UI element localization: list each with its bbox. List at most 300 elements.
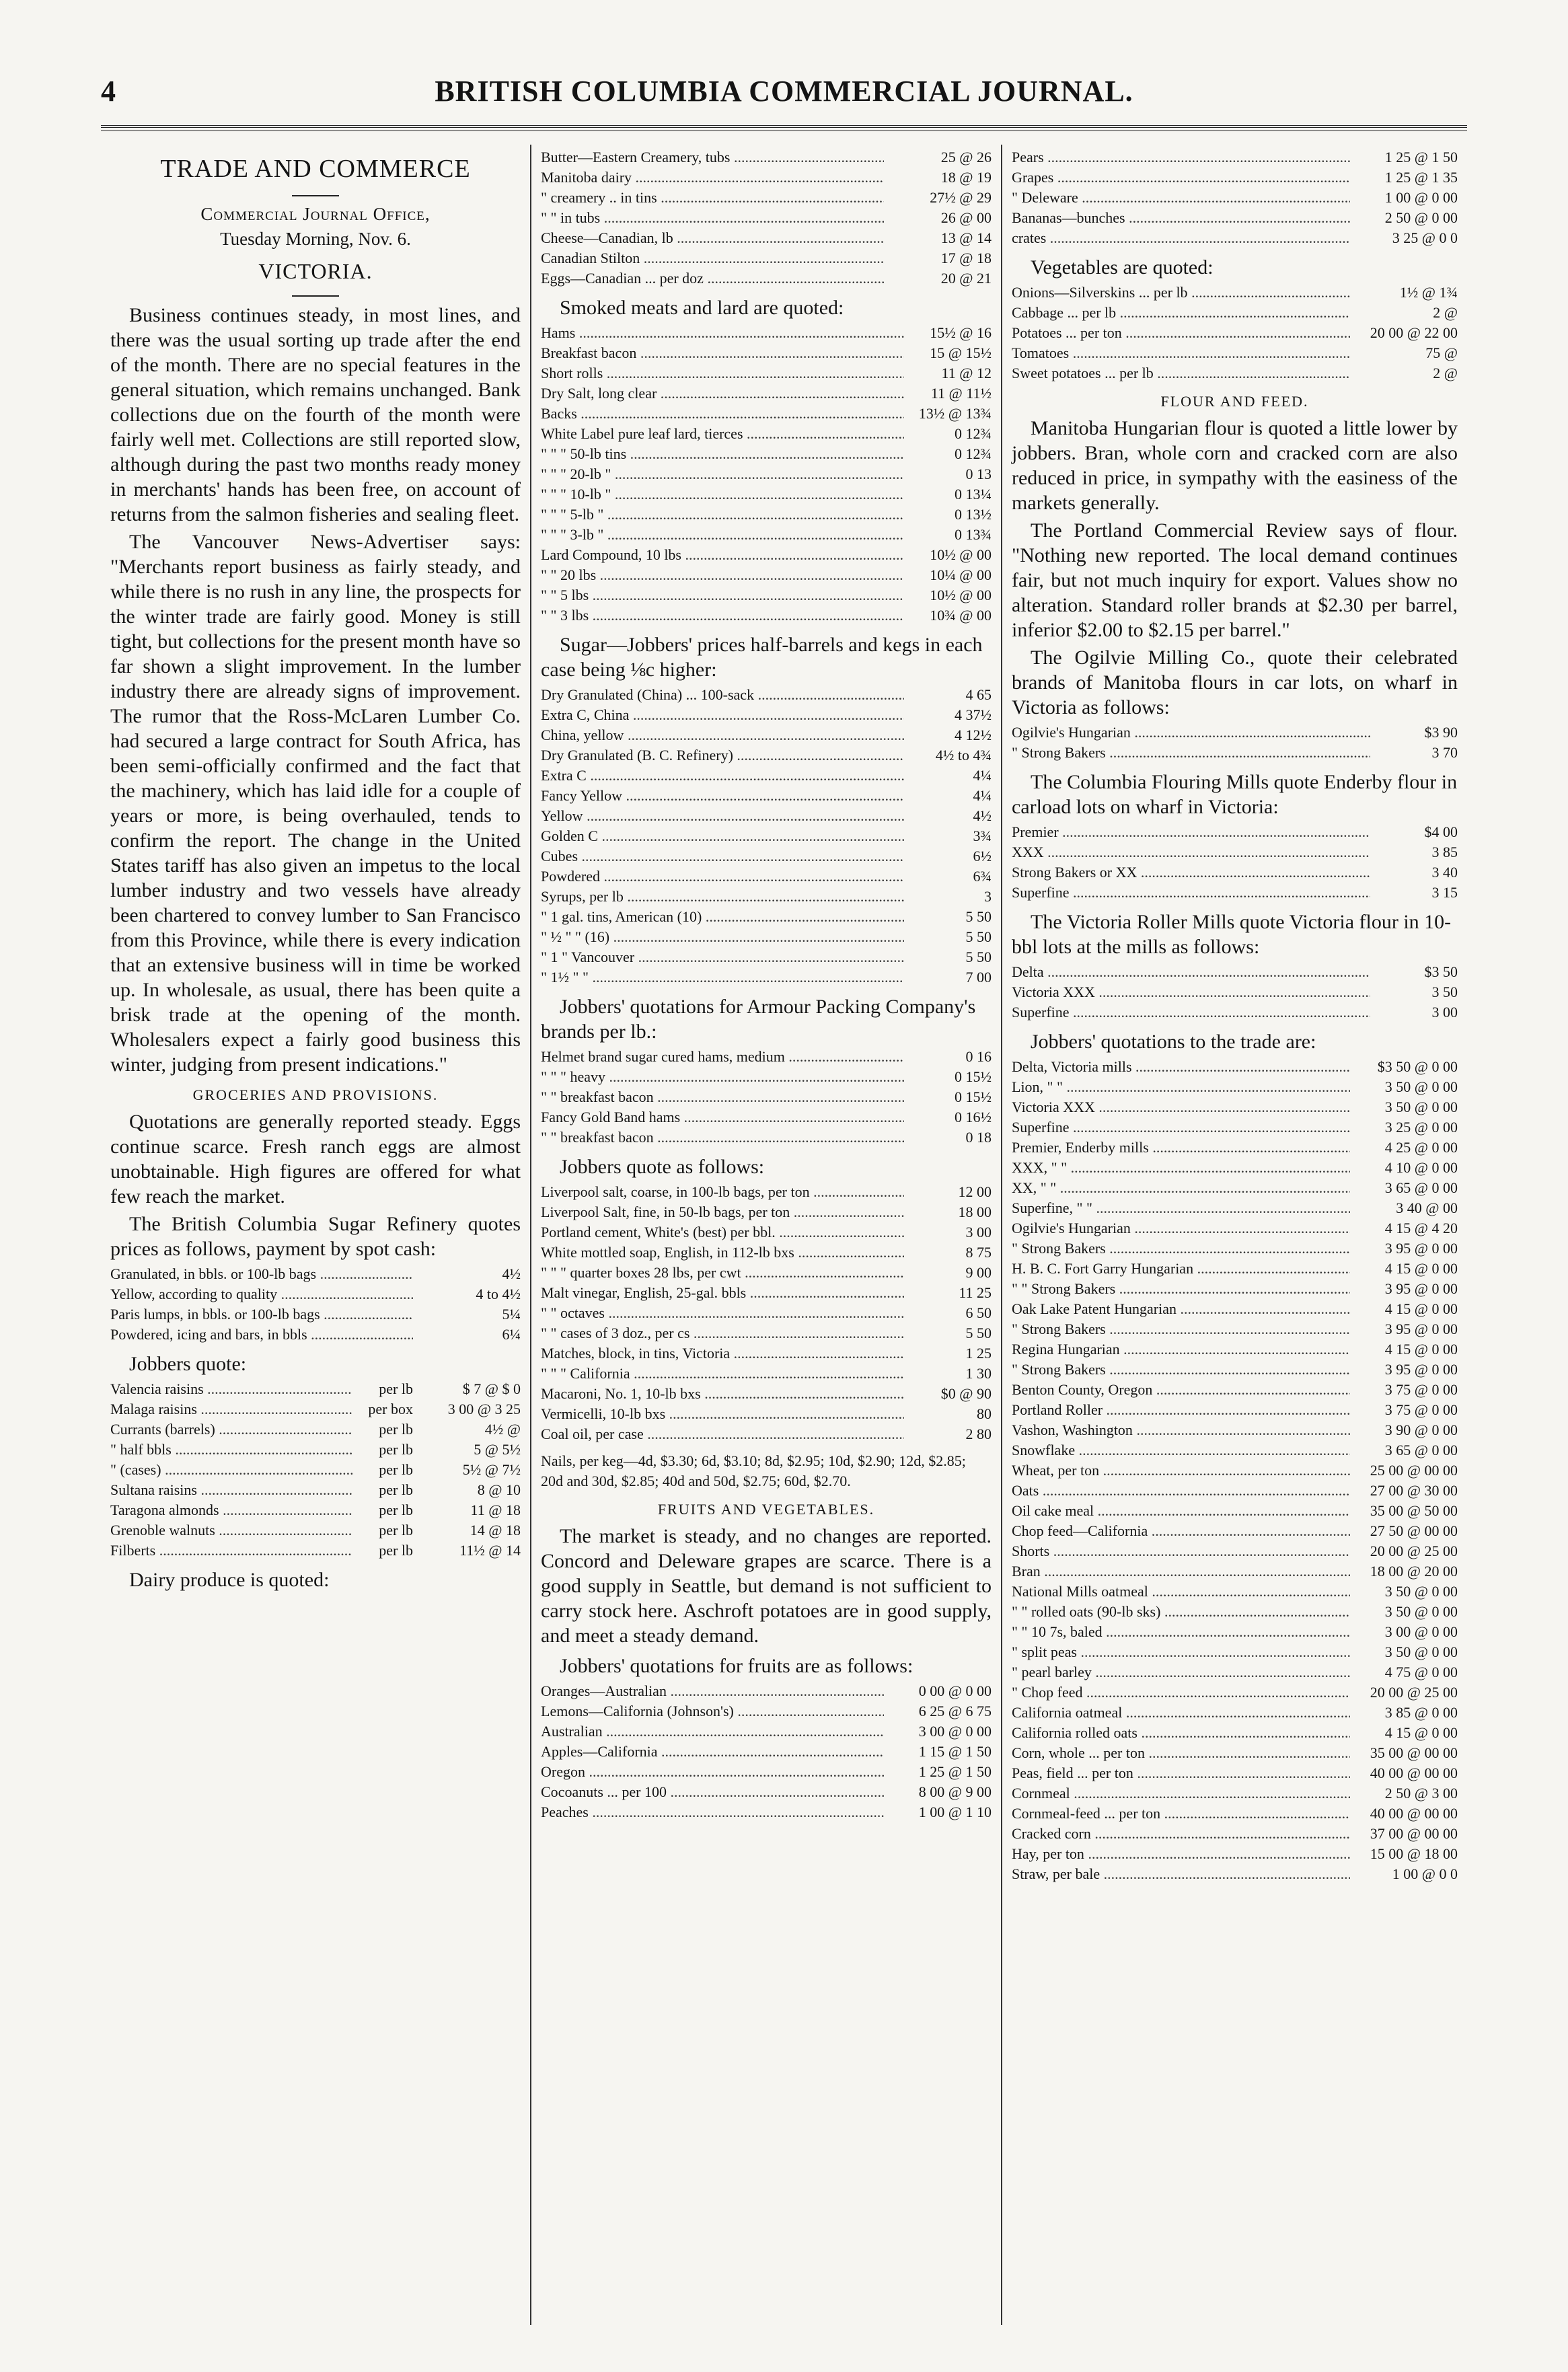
item-name: Macaroni, No. 1, 10-lb bxs ..... xyxy=(541,1384,904,1404)
price-row xyxy=(541,147,992,168)
item-price: 3 xyxy=(984,888,992,905)
item-name: Regina Hungarian ..... xyxy=(1012,1339,1350,1360)
item-price: 80 xyxy=(977,1405,992,1422)
price-row xyxy=(1012,1077,1458,1097)
item-price: 4 to 4½ xyxy=(476,1286,521,1302)
item-name: " " 20 lbs ..... xyxy=(541,565,904,585)
price-row xyxy=(1012,1783,1458,1804)
item-price: 1 25 @ 1 50 xyxy=(1384,149,1458,165)
price-row xyxy=(541,1243,992,1263)
item-unit: per lb xyxy=(379,1522,413,1539)
price-table xyxy=(1012,722,1458,763)
item-name: Extra C ..... xyxy=(541,766,904,786)
item-price: 6½ xyxy=(973,848,992,864)
paragraph: Manitoba Hungarian flour is quoted a little lower by jobbers. Bran, whole corn and cracked corn are also reduced in price, in sympathy with the easiness of the markets generally. xyxy=(1012,417,1458,514)
item-price: 1 25 xyxy=(965,1345,992,1362)
item-name: Cornmeal ..... xyxy=(1012,1783,1350,1804)
price-row xyxy=(1012,1582,1458,1602)
item-name: Apples—California ..... xyxy=(541,1742,884,1762)
item-name: Strong Bakers or XX ..... xyxy=(1012,862,1370,883)
item-name: Australian ..... xyxy=(541,1721,884,1742)
item-price: 26 @ 00 xyxy=(940,209,992,226)
item-price: 8 @ 10 xyxy=(477,1481,521,1498)
price-row xyxy=(1012,883,1458,903)
item-price: 1 30 xyxy=(965,1365,992,1382)
price-row xyxy=(541,705,992,725)
item-name: Victoria XXX ..... xyxy=(1012,982,1370,1002)
price-row xyxy=(541,1802,992,1822)
item-name: Delta ..... xyxy=(1012,962,1370,982)
item-name: Hay, per ton ..... xyxy=(1012,1844,1350,1864)
item-name: Lemons—California (Johnson's) ..... xyxy=(541,1701,884,1721)
price-row xyxy=(1012,208,1458,228)
item-price: 4 15 @ 0 00 xyxy=(1384,1724,1458,1741)
item-name: Victoria XXX ..... xyxy=(1012,1097,1350,1117)
price-row xyxy=(541,1721,992,1742)
item-price: 4½ xyxy=(973,807,992,824)
item-name: " " 5 lbs ..... xyxy=(541,585,904,605)
price-table xyxy=(541,1047,992,1148)
price-table xyxy=(541,1681,992,1822)
item-price: 0 13 xyxy=(965,466,992,482)
price-row xyxy=(541,444,992,464)
item-price: 4 15 @ 4 20 xyxy=(1384,1220,1458,1236)
item-price: 20 00 @ 25 00 xyxy=(1370,1684,1458,1701)
price-table xyxy=(541,147,992,289)
item-name: Liverpool Salt, fine, in 50-lb bags, per ton ..... xyxy=(541,1202,904,1222)
price-row xyxy=(1012,1178,1458,1198)
item-price: 18 00 xyxy=(958,1203,992,1220)
item-name: " creamery .. in tins ..... xyxy=(541,188,884,208)
price-row xyxy=(541,585,992,605)
item-price: 5 50 xyxy=(965,928,992,945)
item-name: Oak Lake Patent Hungarian ..... xyxy=(1012,1299,1350,1319)
item-price: 3 50 @ 0 00 xyxy=(1384,1078,1458,1095)
item-price: 3 95 @ 0 00 xyxy=(1384,1321,1458,1337)
item-name: " " " 5-lb " ..... xyxy=(541,505,904,525)
price-row xyxy=(110,1379,521,1399)
price-row xyxy=(541,725,992,745)
item-name: Cheese—Canadian, lb ..... xyxy=(541,228,884,248)
item-price: 10½ @ 00 xyxy=(930,546,992,563)
item-name: " Deleware ..... xyxy=(1012,188,1350,208)
price-table xyxy=(1012,147,1458,248)
item-price: 3 65 @ 0 00 xyxy=(1384,1179,1458,1196)
price-row xyxy=(541,208,992,228)
fruits-heading: FRUITS AND VEGETABLES. xyxy=(657,1501,875,1518)
price-row xyxy=(541,1384,992,1404)
item-price: 2 80 xyxy=(965,1425,992,1442)
paragraph: The Portland Commercial Review says of flour. "Nothing new reported. The local demand continues fair, but not much inquiry for export. Values show no alteration. Standard roller brands at $2.30 per barrel, inferior $2.00 to $2.15 per barrel." xyxy=(1012,519,1458,641)
columns xyxy=(101,145,1467,2325)
item-price: 3 00 xyxy=(965,1224,992,1240)
price-row xyxy=(541,907,992,927)
item-name: Superfine ..... xyxy=(1012,1002,1370,1023)
price-row xyxy=(541,1222,992,1243)
price-row xyxy=(1012,1864,1458,1884)
item-price: 10¾ @ 00 xyxy=(930,607,992,624)
item-price: 15 00 @ 18 00 xyxy=(1370,1845,1458,1862)
item-name: " " cases of 3 doz., per cs ..... xyxy=(541,1323,904,1343)
item-name: " " rolled oats (90-lb sks) ..... xyxy=(1012,1602,1350,1622)
item-name: Pears ..... xyxy=(1012,147,1350,168)
price-row xyxy=(1012,188,1458,208)
price-row xyxy=(110,1284,521,1304)
item-unit: per lb xyxy=(379,1542,413,1559)
item-name: Matches, block, in tins, Victoria ..... xyxy=(541,1343,904,1364)
item-price: 0 13½ xyxy=(955,506,992,523)
price-table xyxy=(1012,1057,1458,1884)
item-price: 0 13¾ xyxy=(955,526,992,543)
item-name: " ½ " " (16) ..... xyxy=(541,927,904,947)
item-price: 3 50 @ 0 00 xyxy=(1384,1643,1458,1660)
item-price: 6 25 @ 6 75 xyxy=(918,1703,992,1719)
item-name: Powdered, icing and bars, in bbls ..... xyxy=(110,1325,413,1345)
item-price: 11½ @ 14 xyxy=(459,1542,521,1559)
price-row xyxy=(1012,842,1458,862)
item-name: Syrups, per lb ..... xyxy=(541,887,904,907)
price-row xyxy=(110,1480,521,1500)
price-row xyxy=(541,383,992,404)
item-name: " " 3 lbs ..... xyxy=(541,605,904,626)
item-name: Paris lumps, in bbls. or 100-lb bags ..... xyxy=(110,1304,413,1325)
price-table xyxy=(1012,283,1458,383)
price-row xyxy=(1012,1198,1458,1218)
item-price: 3 50 @ 0 00 xyxy=(1384,1603,1458,1620)
item-price: 3 90 @ 0 00 xyxy=(1384,1421,1458,1438)
paragraph: The market is steady, and no changes are reported. Concord and Deleware grapes are scarce. There is a good supply in Seattle, but demand is not sufficient to carry stock here. Aschroft potatoes are in good supply, and meet a steady demand. xyxy=(541,1525,992,1647)
item-unit: per lb xyxy=(379,1380,413,1397)
price-table xyxy=(110,1264,521,1345)
item-price: 4 65 xyxy=(965,686,992,703)
item-name: XX, " " ..... xyxy=(1012,1178,1350,1198)
item-price: 4 10 @ 0 00 xyxy=(1384,1159,1458,1176)
item-price: 37 00 @ 00 00 xyxy=(1370,1825,1458,1842)
price-row xyxy=(1012,1642,1458,1662)
price-row xyxy=(541,248,992,268)
item-price: 3 00 xyxy=(1431,1004,1458,1021)
divider xyxy=(110,188,521,200)
price-row xyxy=(541,1782,992,1802)
price-row xyxy=(541,363,992,383)
price-row xyxy=(1012,1541,1458,1561)
item-price: 3 40 xyxy=(1431,864,1458,881)
item-name: White Label pure leaf lard, tierces ..... xyxy=(541,424,904,444)
item-price: 3 00 @ 3 25 xyxy=(447,1401,521,1417)
item-unit: per box xyxy=(368,1401,413,1417)
item-name: Onions—Silverskins ... per lb ..... xyxy=(1012,283,1350,303)
item-price: 0 00 @ 0 00 xyxy=(918,1682,992,1699)
item-price: 27 00 @ 30 00 xyxy=(1370,1482,1458,1499)
item-name: Filberts ..... xyxy=(110,1541,352,1561)
page-number: 4 xyxy=(101,75,116,108)
price-row xyxy=(1012,1682,1458,1703)
item-price: 35 00 @ 00 00 xyxy=(1370,1744,1458,1761)
price-row xyxy=(1012,363,1458,383)
item-price: 3 95 @ 0 00 xyxy=(1384,1280,1458,1297)
item-name: " " Strong Bakers ..... xyxy=(1012,1279,1350,1299)
item-name: Powdered ..... xyxy=(541,866,904,887)
item-name: California oatmeal ..... xyxy=(1012,1703,1350,1723)
item-name: Liverpool salt, coarse, in 100-lb bags, per ton ..... xyxy=(541,1182,904,1202)
item-name: " " " heavy ..... xyxy=(541,1067,904,1087)
item-price: 4 37½ xyxy=(955,706,992,723)
item-price: 2 @ xyxy=(1433,365,1458,381)
item-price: $3 50 xyxy=(1424,963,1458,980)
item-price: 20 00 @ 25 00 xyxy=(1370,1543,1458,1559)
item-price: 1 00 @ 1 10 xyxy=(918,1804,992,1820)
item-price: 6 50 xyxy=(965,1304,992,1321)
price-row xyxy=(541,1343,992,1364)
item-unit: per lb xyxy=(379,1461,413,1478)
price-row xyxy=(1012,962,1458,982)
price-row xyxy=(110,1399,521,1419)
fruits-lead: Jobbers' quotations for fruits are as follows: xyxy=(560,1655,913,1677)
price-row xyxy=(1012,1602,1458,1622)
item-price: 1 15 @ 1 50 xyxy=(918,1743,992,1760)
price-row xyxy=(110,1264,521,1284)
price-row xyxy=(541,786,992,806)
price-table xyxy=(541,1182,992,1444)
item-price: 0 12¾ xyxy=(955,425,992,442)
price-row xyxy=(1012,147,1458,168)
price-row xyxy=(1012,1460,1458,1481)
item-name: " (cases) ..... xyxy=(110,1460,352,1480)
item-price: 8 00 @ 9 00 xyxy=(918,1783,992,1800)
item-name: Delta, Victoria mills ..... xyxy=(1012,1057,1350,1077)
item-name: Snowflake ..... xyxy=(1012,1440,1350,1460)
price-row xyxy=(541,1127,992,1148)
item-price: 3 95 @ 0 00 xyxy=(1384,1361,1458,1378)
item-price: $3 90 xyxy=(1424,724,1458,741)
price-row xyxy=(110,1304,521,1325)
price-row xyxy=(541,826,992,846)
groceries-heading: GROCERIES AND PROVISIONS. xyxy=(192,1086,439,1103)
item-name: Superfine ..... xyxy=(1012,1117,1350,1138)
price-row xyxy=(1012,1097,1458,1117)
divider xyxy=(110,288,521,300)
price-row xyxy=(541,1404,992,1424)
price-row xyxy=(541,525,992,545)
price-row xyxy=(541,1283,992,1303)
item-name: Dry Granulated (B. C. Refinery) ..... xyxy=(541,745,904,766)
price-row xyxy=(1012,1743,1458,1763)
item-name: " " " quarter boxes 28 lbs, per cwt ..... xyxy=(541,1263,904,1283)
price-row xyxy=(1012,1339,1458,1360)
item-price: 15½ @ 16 xyxy=(930,324,992,341)
price-row xyxy=(1012,982,1458,1002)
item-name: " " octaves ..... xyxy=(541,1303,904,1323)
price-row xyxy=(110,1500,521,1520)
price-row xyxy=(541,1364,992,1384)
price-row xyxy=(1012,283,1458,303)
item-name: " 1½ " " ..... xyxy=(541,967,904,988)
price-row xyxy=(110,1541,521,1561)
price-row xyxy=(1012,1259,1458,1279)
price-row xyxy=(541,404,992,424)
item-name: Chop feed—California ..... xyxy=(1012,1521,1350,1541)
item-name: Dry Salt, long clear ..... xyxy=(541,383,904,404)
price-row xyxy=(541,1701,992,1721)
item-price: $4 00 xyxy=(1424,823,1458,840)
masthead-rule xyxy=(101,125,1467,131)
item-name: Cocoanuts ... per 100 ..... xyxy=(541,1782,884,1802)
price-row xyxy=(541,168,992,188)
item-name: Shorts ..... xyxy=(1012,1541,1350,1561)
item-price: 3 85 @ 0 00 xyxy=(1384,1704,1458,1721)
price-row xyxy=(1012,1561,1458,1582)
item-price: 40 00 @ 00 00 xyxy=(1370,1805,1458,1822)
item-price: 3 50 @ 0 00 xyxy=(1384,1099,1458,1115)
item-name: Potatoes ... per ton ..... xyxy=(1012,323,1350,343)
price-row xyxy=(541,766,992,786)
item-name: Extra C, China ..... xyxy=(541,705,904,725)
item-price: 10¼ @ 00 xyxy=(930,566,992,583)
item-price: 4 75 @ 0 00 xyxy=(1384,1664,1458,1680)
item-price: 4 15 @ 0 00 xyxy=(1384,1300,1458,1317)
item-name: Taragona almonds ..... xyxy=(110,1500,352,1520)
item-name: " pearl barley ..... xyxy=(1012,1662,1350,1682)
item-name: Vermicelli, 10-lb bxs ..... xyxy=(541,1404,904,1424)
item-price: 3 25 @ 0 00 xyxy=(1384,1119,1458,1136)
item-name: " Chop feed ..... xyxy=(1012,1682,1350,1703)
columbia-lead: The Columbia Flouring Mills quote Enderby flour in carload lots on wharf in Victoria: xyxy=(1012,771,1458,818)
price-row xyxy=(110,1520,521,1541)
price-row xyxy=(1012,1158,1458,1178)
item-name: Fancy Gold Band hams ..... xyxy=(541,1107,904,1127)
item-name: Benton County, Oregon ..... xyxy=(1012,1380,1350,1400)
jobbers-quote-line: Jobbers quote: xyxy=(129,1353,247,1375)
price-row xyxy=(541,268,992,289)
item-name: Golden C ..... xyxy=(541,826,904,846)
price-row xyxy=(1012,1238,1458,1259)
price-row xyxy=(1012,1380,1458,1400)
price-row xyxy=(1012,343,1458,363)
price-row xyxy=(110,1325,521,1345)
item-price: 25 00 @ 00 00 xyxy=(1370,1462,1458,1479)
price-row xyxy=(541,1087,992,1107)
item-price: 4½ xyxy=(502,1265,521,1282)
item-name: Tomatoes ..... xyxy=(1012,343,1350,363)
item-name: XXX ..... xyxy=(1012,842,1370,862)
item-price: 1 00 @ 0 0 xyxy=(1392,1865,1458,1882)
item-name: Premier, Enderby mills ..... xyxy=(1012,1138,1350,1158)
item-price: 3 15 xyxy=(1431,884,1458,901)
price-row xyxy=(541,887,992,907)
price-row xyxy=(541,545,992,565)
item-name: Coal oil, per case ..... xyxy=(541,1424,904,1444)
column-2 xyxy=(531,145,1002,2325)
item-price: 5½ @ 7½ xyxy=(462,1461,521,1478)
price-row xyxy=(1012,1420,1458,1440)
item-name: Valencia raisins ..... xyxy=(110,1379,352,1399)
price-row xyxy=(541,1107,992,1127)
item-price: 15 @ 15½ xyxy=(930,344,992,361)
item-name: Cornmeal-feed ... per ton ..... xyxy=(1012,1804,1350,1824)
item-price: 5 @ 5½ xyxy=(474,1441,521,1458)
item-price: 0 18 xyxy=(965,1129,992,1146)
item-name: Sultana raisins ..... xyxy=(110,1480,352,1500)
price-row xyxy=(1012,1360,1458,1380)
item-price: 7 00 xyxy=(965,969,992,986)
item-name: Backs ..... xyxy=(541,404,904,424)
item-name: Sweet potatoes ... per lb ..... xyxy=(1012,363,1350,383)
price-row xyxy=(541,424,992,444)
item-name: " " " 20-lb " ..... xyxy=(541,464,904,484)
price-row xyxy=(1012,1662,1458,1682)
item-price: 1½ @ 1¾ xyxy=(1399,284,1458,301)
price-row xyxy=(541,1263,992,1283)
price-row xyxy=(541,228,992,248)
price-row xyxy=(541,745,992,766)
item-price: 20 00 @ 22 00 xyxy=(1370,324,1458,341)
item-name: Lard Compound, 10 lbs ..... xyxy=(541,545,904,565)
price-table xyxy=(1012,962,1458,1023)
price-row xyxy=(541,1067,992,1087)
item-price: 0 12¾ xyxy=(955,445,992,462)
price-row xyxy=(541,1202,992,1222)
item-price: 3 25 @ 0 0 xyxy=(1392,229,1458,246)
paragraph: The Ogilvie Milling Co., quote their celebrated brands of Manitoba flours in car lots, on wharf in Victoria as follows: xyxy=(1012,646,1458,718)
item-price: 3 50 @ 0 00 xyxy=(1384,1583,1458,1600)
item-price: 5¼ xyxy=(502,1306,521,1323)
item-price: 40 00 @ 00 00 xyxy=(1370,1765,1458,1781)
item-price: 1 00 @ 0 00 xyxy=(1384,189,1458,206)
item-name: Helmet brand sugar cured hams, medium ..... xyxy=(541,1047,904,1067)
item-name: Ogilvie's Hungarian ..... xyxy=(1012,1218,1350,1238)
item-name: Oil cake meal ..... xyxy=(1012,1501,1350,1521)
item-name: " 1 gal. tins, American (10) ..... xyxy=(541,907,904,927)
item-name: " " breakfast bacon ..... xyxy=(541,1127,904,1148)
price-row xyxy=(1012,1703,1458,1723)
veg-heading: Vegetables are quoted: xyxy=(1031,256,1214,279)
item-price: 3 50 xyxy=(1431,984,1458,1000)
price-row xyxy=(541,1047,992,1067)
item-name: Premier ..... xyxy=(1012,822,1370,842)
item-name: Grapes ..... xyxy=(1012,168,1350,188)
price-row xyxy=(541,1323,992,1343)
item-price: 3 65 @ 0 00 xyxy=(1384,1442,1458,1458)
item-name: Malt vinegar, English, 25-gal. bbls ..... xyxy=(541,1283,904,1303)
item-name: crates ..... xyxy=(1012,228,1350,248)
item-price: 3 00 @ 0 00 xyxy=(1384,1623,1458,1640)
item-unit: per lb xyxy=(379,1421,413,1438)
item-name: Cracked corn ..... xyxy=(1012,1824,1350,1844)
dairy-line: Dairy produce is quoted: xyxy=(129,1569,330,1591)
item-price: 3 75 @ 0 00 xyxy=(1384,1401,1458,1418)
item-price: 9 00 xyxy=(965,1264,992,1281)
item-price: 0 16½ xyxy=(955,1109,992,1125)
smoked-heading: Smoked meats and lard are quoted: xyxy=(560,297,844,319)
item-name: Bananas—bunches ..... xyxy=(1012,208,1350,228)
price-row xyxy=(1012,1763,1458,1783)
item-name: Peas, field ... per ton ..... xyxy=(1012,1763,1350,1783)
item-price: 35 00 @ 50 00 xyxy=(1370,1502,1458,1519)
item-price: $0 @ 90 xyxy=(940,1385,992,1402)
item-name: " Strong Bakers ..... xyxy=(1012,1238,1350,1259)
item-price: 0 15½ xyxy=(955,1068,992,1085)
price-row xyxy=(541,806,992,826)
price-row xyxy=(541,1182,992,1202)
item-name: Portland Roller ..... xyxy=(1012,1400,1350,1420)
item-name: White mottled soap, English, in 112-lb bxs ..... xyxy=(541,1243,904,1263)
item-price: 1 25 @ 1 50 xyxy=(918,1763,992,1780)
item-name: National Mills oatmeal ..... xyxy=(1012,1582,1350,1602)
item-price: 3 85 xyxy=(1431,844,1458,860)
armour-lead: Jobbers' quotations for Armour Packing Company's brands per lb.: xyxy=(541,996,976,1043)
date-line: Tuesday Morning, Nov. 6. xyxy=(220,229,411,249)
paragraph: The Vancouver News-Advertiser says: "Merchants report business as fairly steady, and while there is no rush in any line, the prospects for the winter trade are fairly good. Money is still tight, but collections for the present month have so far shown a slight improvement. In the lumber industry there are already signs of improvement. The rumor that the Ross-McLaren Lumber Co. had secured a large contract for South Africa, has been semi-officially confirmed and the fact that the machinery, which has laid idle for a couple of years or more, is being overhauled, tends to confirm the report. The change in the United States tariff has also given an impetus to the local lumber industry and two vessels have already been chartered to convey lumber to San Francisco from this Province, while there is every indication that an extensive business will in time be worked up. In wholesale, as usual, there has been quite a brisk trade at the opening of the month. Wholesalers expect a fairly good business this winter, judging from present indications." xyxy=(110,531,521,1076)
